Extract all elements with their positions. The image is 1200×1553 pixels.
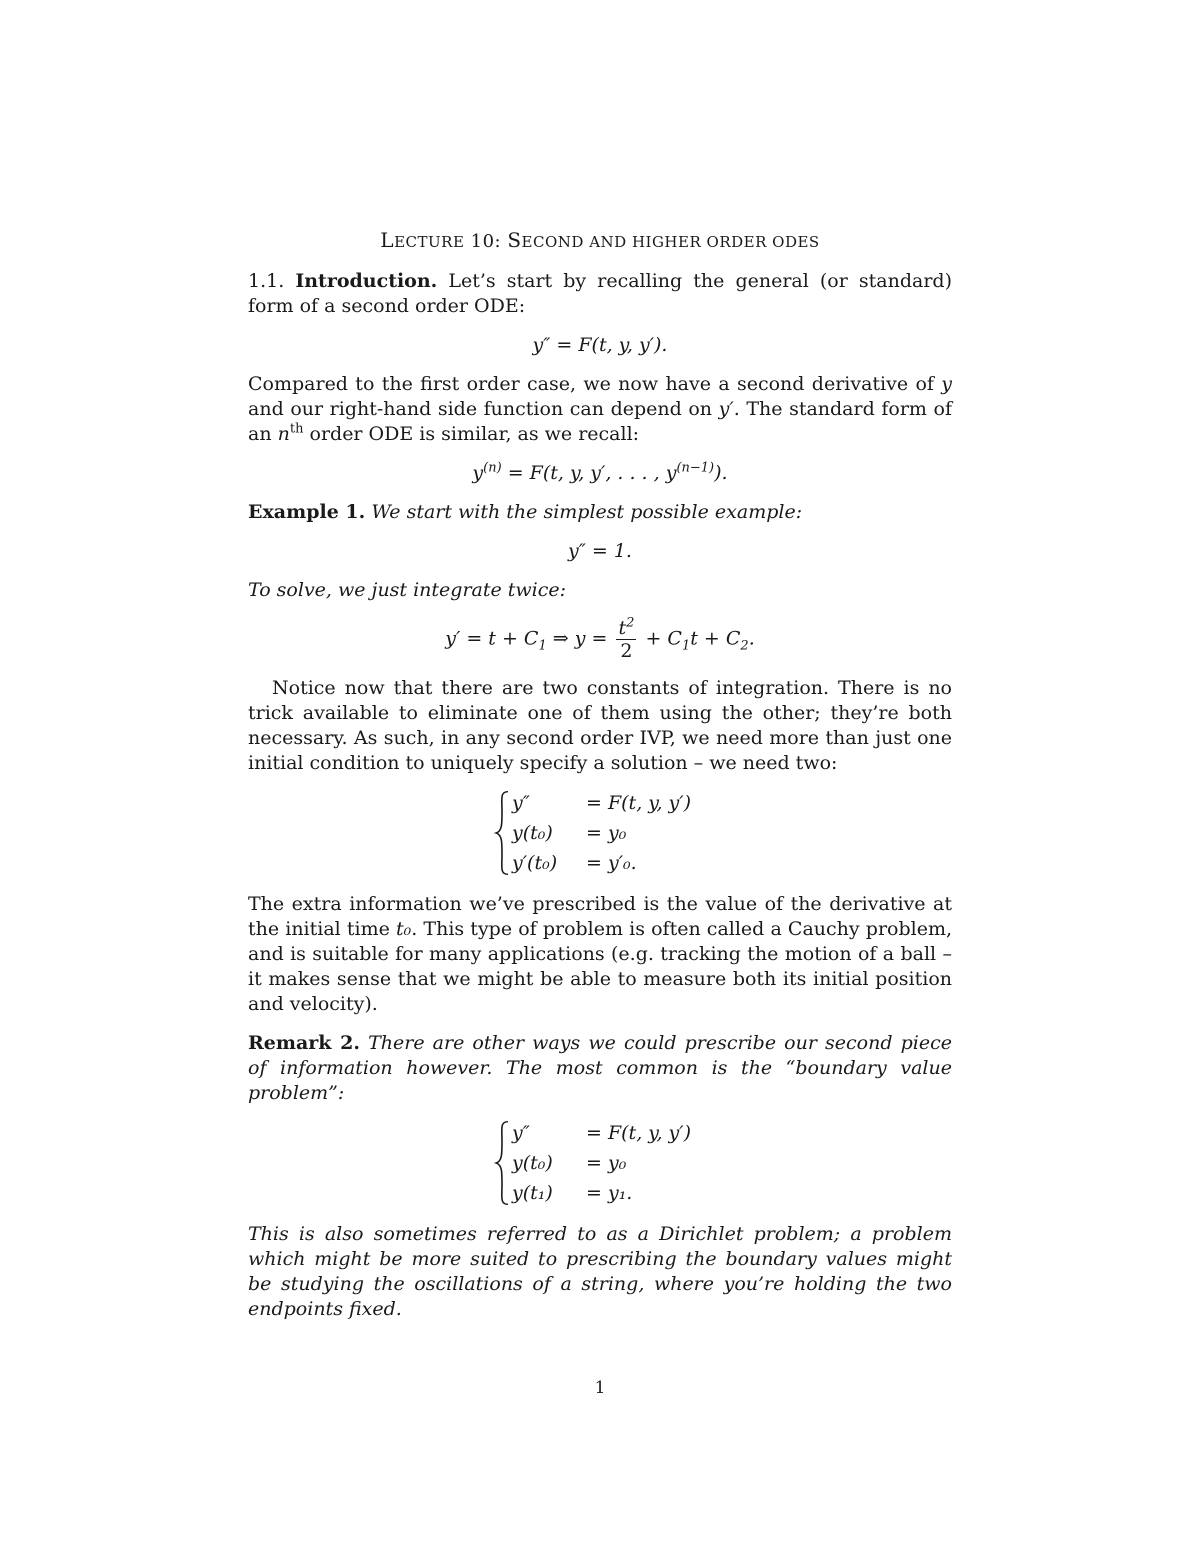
eq2-end: ). xyxy=(714,462,728,484)
eq4-arrow: ⇒ y = xyxy=(546,627,614,650)
page-body xyxy=(248,228,952,1322)
solve-text: To solve, we just integrate twice: xyxy=(248,579,567,601)
equation-second-order-ode: y″ = F(t, y, y′). xyxy=(532,334,668,356)
para2-text-a: Compared to the first order case, we now have a second derivative of xyxy=(248,373,942,395)
eq4-sub3: 2 xyxy=(740,638,749,654)
page-number: 1 xyxy=(594,1378,606,1398)
para2-text-b: and our right-hand side function can depend on xyxy=(248,398,719,420)
intro-paragraph xyxy=(248,269,952,319)
eq4-sub1: 1 xyxy=(538,638,547,654)
eq2-rhs-sup: (n−1) xyxy=(676,460,715,476)
left-brace-icon xyxy=(494,1120,510,1206)
frac-denominator: 2 xyxy=(620,640,633,662)
system-bvp-rows xyxy=(510,1120,706,1206)
system-ivp xyxy=(248,790,952,876)
example-1 xyxy=(248,500,952,525)
para4-text-b: . This type of problem is often called a Cauchy problem, and is suitable for many applications (e.g. tracking the motion of a ball – it makes sense that we might be able to measure both its initial position and velocity). xyxy=(248,918,953,1015)
sys2-row1-rhs: = F(t, y, y′) xyxy=(586,1122,692,1144)
section-heading: Introduction. xyxy=(295,270,438,292)
remark-2 xyxy=(248,1031,952,1106)
sys2-row2-rhs: = y₀ xyxy=(586,1152,627,1174)
para2-text-d: order ODE is similar, as we recall: xyxy=(303,423,640,445)
eq4-left: y′ = t + C xyxy=(445,627,539,650)
sys2-row2-lhs: y(t₀) xyxy=(512,1152,553,1174)
math-n: n xyxy=(277,423,290,445)
sys1-row3-lhs: y′(t₀) xyxy=(512,852,558,874)
superscript-th: th xyxy=(289,421,304,437)
sys2-row3-lhs: y(t₁) xyxy=(512,1182,553,1204)
title-initial-l: L xyxy=(380,228,395,252)
paragraph-compare xyxy=(248,372,952,447)
system-ivp-rows xyxy=(510,790,706,876)
eq4-right-c: . xyxy=(748,627,755,650)
eq4-right-a: + C xyxy=(639,627,682,650)
section-number: 1.1. xyxy=(248,270,285,292)
eq2-lhs: y xyxy=(472,462,484,484)
eq4-right-b: t + C xyxy=(690,627,741,650)
paragraph-dirichlet: This is also sometimes referred to as a Dirichlet problem; a problem which might be more suited to prescribing the boundary values might be studying the oscillations of a string, where you’re holding the two endpoints fixed. xyxy=(248,1223,952,1320)
equation-simple: y″ = 1. xyxy=(568,540,632,562)
left-brace-icon xyxy=(494,790,510,876)
eq4-sub2: 1 xyxy=(681,638,691,654)
sys1-row2-lhs: y(t₀) xyxy=(512,822,553,844)
para2-text-c: . The standard form of an xyxy=(248,398,952,445)
para4-text-a: The extra information we’ve prescribed is the value of the derivative at the initial time xyxy=(248,893,952,940)
sys2-row1-lhs: y″ xyxy=(512,1122,530,1144)
remark-text: There are other ways we could prescribe our second piece of information however. The most common is the “boundary value problem”: xyxy=(248,1032,952,1104)
eq2-mid: = F(t, y, y′, . . . , y xyxy=(501,462,677,484)
title-initial-s: S xyxy=(507,228,522,252)
remark-label: Remark 2. xyxy=(248,1032,360,1054)
lecture-title xyxy=(248,228,952,255)
eq2-lhs-sup: (n) xyxy=(483,460,502,476)
sys2-row3-rhs: = y₁. xyxy=(586,1182,633,1204)
sys1-row2-rhs: = y₀ xyxy=(586,822,627,844)
system-bvp xyxy=(248,1120,952,1206)
example-text: We start with the simplest possible example: xyxy=(371,501,803,523)
sys1-row1-lhs: y″ xyxy=(512,792,530,814)
title-lecture: ECTURE xyxy=(394,233,465,251)
math-y: y xyxy=(941,373,952,395)
title-rest: ECOND AND HIGHER ORDER ODES xyxy=(521,233,820,251)
math-t0: t₀ xyxy=(396,918,412,940)
fraction-t2-over-2 xyxy=(616,617,636,662)
paragraph-constants: Notice now that there are two constants of integration. There is no trick available to eliminate one of them using the other; they’re both necessary. As such, in any second order IVP, we need more than just one initial condition to uniquely specify a solution – we need two: xyxy=(248,677,952,774)
equation-integrate xyxy=(248,617,952,662)
intro-text: Let’s start by recalling the general (or standard) form of a second order ODE: xyxy=(248,270,953,317)
title-number: 10: xyxy=(470,231,502,252)
math-yprime: y′ xyxy=(718,398,734,420)
example-label: Example 1. xyxy=(248,501,366,523)
sys1-row1-rhs: = F(t, y, y′) xyxy=(586,792,692,814)
paragraph-cauchy xyxy=(248,892,952,1017)
sys1-row3-rhs: = y′₀. xyxy=(586,852,637,874)
frac-numerator: t xyxy=(618,617,627,639)
equation-nth-order-ode xyxy=(248,461,952,486)
frac-num-sup: 2 xyxy=(626,615,635,631)
